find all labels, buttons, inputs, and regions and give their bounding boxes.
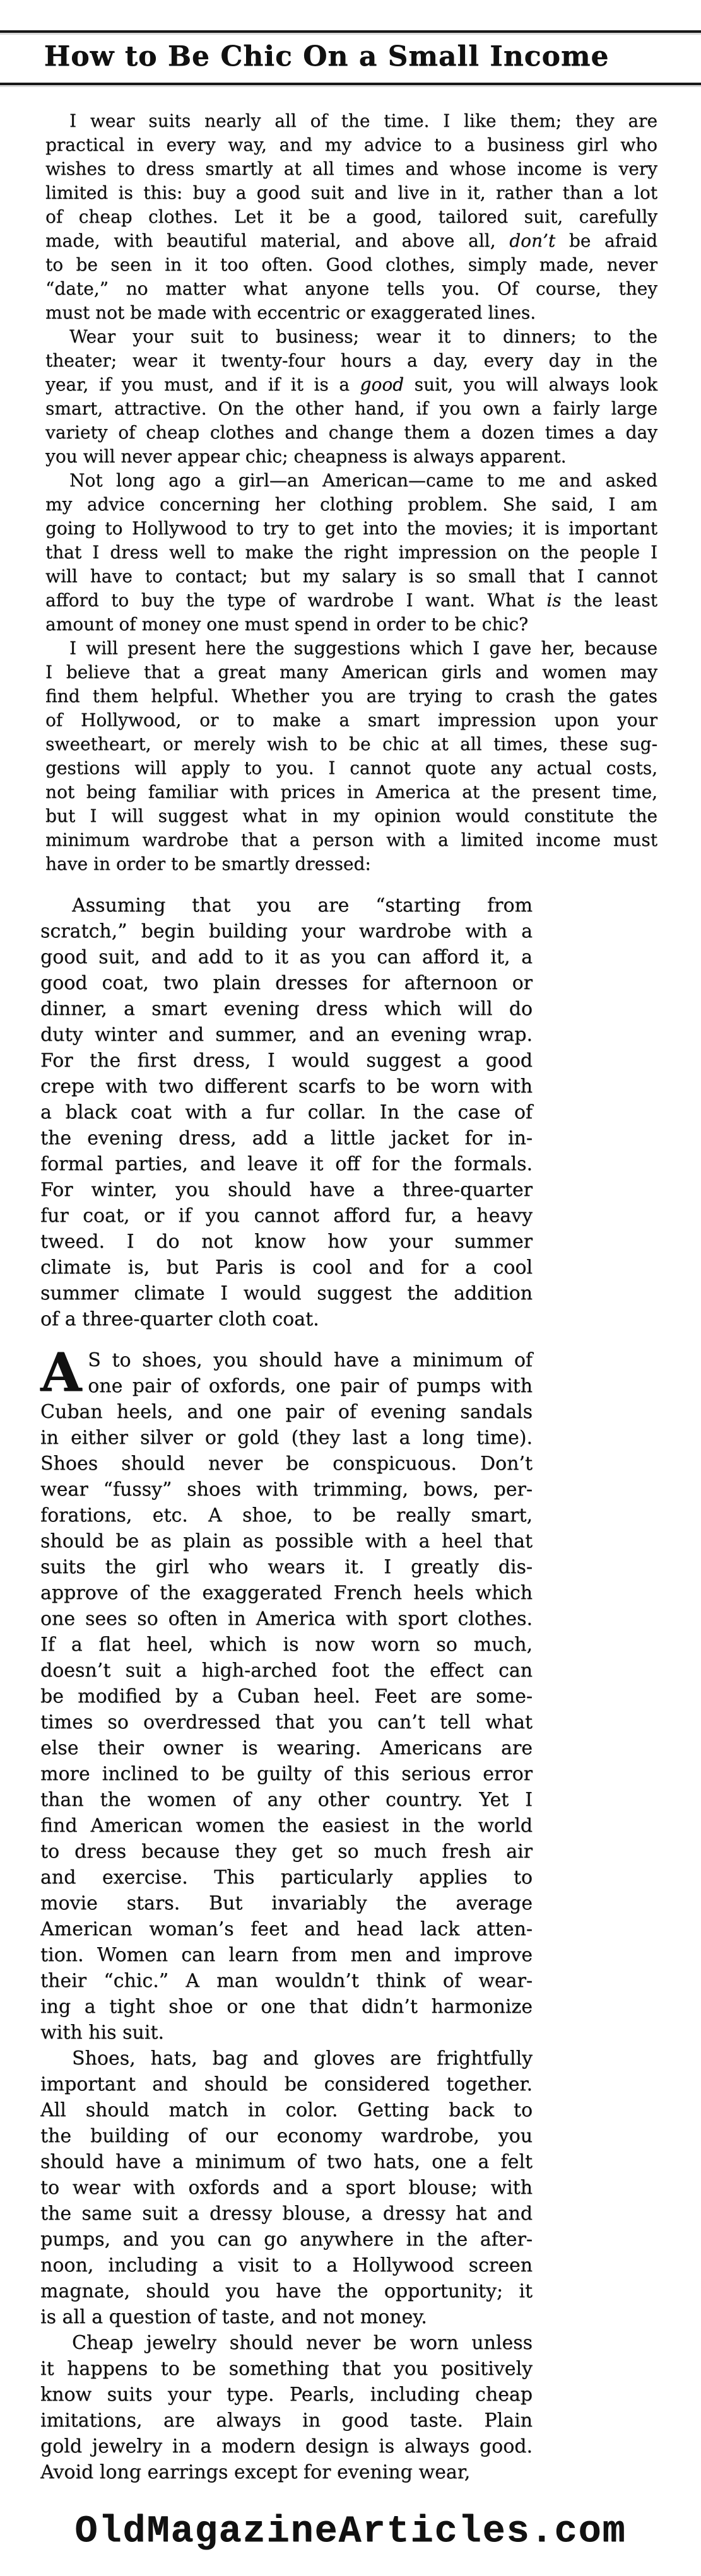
text-line: practical in every way, and my advice to a business girl who [45, 134, 657, 155]
text-line: and exercise. This particularly applies to [40, 1866, 533, 1888]
text-line: with his suit. [40, 2022, 164, 2044]
text-line: For the first dress, I would suggest a good [40, 1050, 533, 1072]
text-line: Cuban heels, and one pair of evening sandals [40, 1401, 533, 1423]
text-line: If a flat heel, which is now worn so much, [40, 1634, 533, 1656]
page-footer [0, 2510, 701, 2553]
text-line: I wear suits nearly all of the time. I like them; they are [69, 110, 657, 131]
text-line: All should match in color. Getting back to [40, 2099, 533, 2121]
text-line: gestions will apply to you. I cannot quote any actual costs, [45, 758, 657, 778]
text-line: amount of money one must spend in order to be chic? [45, 614, 529, 635]
text-line: of a three-quarter cloth coat. [40, 1308, 319, 1330]
text-line: afford to buy the type of wardrobe I want. What is the least [45, 590, 657, 611]
text-line: fur coat, or if you cannot afford fur, a heavy [40, 1205, 533, 1227]
text-line: doesn’t suit a high-arched foot the effect can [40, 1660, 533, 1682]
text-line: of Hollywood, or to make a smart impression upon your [45, 710, 657, 730]
text-line: American woman’s feet and head lack atten- [40, 1918, 533, 1940]
text-line: not being familiar with prices in America at the present time, [45, 782, 657, 802]
text-line: in either silver or gold (they last a long time). [40, 1427, 533, 1449]
text-line: suits the girl who wears it. I greatly dis- [40, 1556, 533, 1578]
article-body [0, 109, 701, 2485]
text-line: pumps, and you can go anywhere in the after- [40, 2228, 533, 2251]
text-line: find them helpful. Whether you are trying to crash the gates [45, 686, 657, 706]
text-line: that I dress well to make the right impression on the people I [45, 542, 657, 563]
text-line: the building of our economy wardrobe, you [40, 2125, 533, 2147]
text-line: have in order to be smartly dressed: [45, 853, 371, 874]
text-line: year, if you must, and if it is a good suit, you will always look [45, 374, 657, 395]
text-line: forations, etc. A shoe, to be really smart, [40, 1504, 533, 1526]
text-line: wishes to dress smartly at all times and whose income is very [45, 158, 657, 179]
text-line: Wear your suit to business; wear it to dinners; to the [69, 326, 657, 347]
text-line: will have to contact; but my salary is so small that I cannot [45, 566, 657, 587]
text-line: one pair of oxfords, one pair of pumps with [88, 1375, 533, 1397]
text-line: than the women of any other country. Yet I [40, 1789, 533, 1811]
text-line: For winter, you should have a three-quarter [40, 1179, 533, 1201]
text-line: else their owner is wearing. Americans are [40, 1737, 533, 1759]
text-line: scratch,” begin building your wardrobe with a [40, 920, 533, 942]
text-line: Shoes, hats, bag and gloves are frightfully [72, 2047, 533, 2070]
text-line: smart, attractive. On the other hand, if you own a fairly large [45, 398, 657, 419]
text-line: of cheap clothes. Let it be a good, tailored suit, carefully [45, 206, 657, 227]
text-line: but I will suggest what in my opinion would constitute the [45, 805, 657, 826]
text-line: find American women the easiest in the world [40, 1815, 533, 1837]
text-line: gold jewelry in a modern design is always good. [40, 2435, 533, 2457]
text-line: wear “fussy” shoes with trimming, bows, per- [40, 1478, 533, 1501]
text-line: formal parties, and leave it off for the formals. [40, 1153, 533, 1175]
paragraph [40, 1341, 533, 2046]
paragraph [40, 893, 533, 1332]
text-line: magnate, should you have the opportunity; it [40, 2280, 533, 2302]
masthead-bottom-rule [0, 83, 701, 85]
text-line: variety of cheap clothes and change them a dozen times a day [45, 422, 657, 443]
paragraph [40, 2330, 533, 2485]
text-line: it happens to be something that you positively [40, 2358, 533, 2380]
drop-cap: A [40, 1341, 82, 1403]
article-section-large [40, 893, 533, 2485]
paragraph [45, 636, 657, 876]
text-line: to be seen in it too often. Good clothes, simply made, never [45, 254, 657, 275]
text-line: Shoes should never be conspicuous. Don’t [40, 1453, 533, 1475]
text-line: more inclined to be guilty of this serious error [40, 1763, 533, 1785]
text-line: know suits your type. Pearls, including cheap [40, 2384, 533, 2406]
text-line: duty winter and summer, and an evening wrap. [40, 1024, 533, 1046]
text-line: is all a question of taste, and not money. [40, 2306, 427, 2328]
text-line: movie stars. But invariably the average [40, 1892, 533, 1914]
text-line: my advice concerning her clothing problem. She said, I am [45, 494, 657, 515]
masthead [0, 33, 701, 83]
text-line: tweed. I do not know how your summer [40, 1231, 533, 1253]
site-watermark: OldMagazineArticles.com [74, 2510, 627, 2553]
text-line: limited is this: buy a good suit and live in it, rather than a lot [45, 182, 657, 203]
text-line: Cheap jewelry should never be worn unless [72, 2332, 533, 2354]
paragraph [40, 2046, 533, 2330]
text-line: climate is, but Paris is cool and for a cool [40, 1256, 533, 1279]
text-line: S to shoes, you should have a minimum of [88, 1349, 533, 1371]
text-line: sweetheart, or merely wish to be chic at all times, these sug- [45, 734, 657, 754]
text-line: to wear with oxfords and a sport blouse; with [40, 2177, 533, 2199]
text-line: tion. Women can learn from men and improve [40, 1944, 533, 1966]
text-line: ing a tight shoe or one that didn’t harmonize [40, 1996, 533, 2018]
text-line: good coat, two plain dresses for afternoon or [40, 972, 533, 994]
paragraph [45, 109, 657, 325]
text-line: I will present here the suggestions which I gave her, because [69, 638, 657, 659]
text-line: the same suit a dressy blouse, a dressy hat and [40, 2203, 533, 2225]
text-line: should be as plain as possible with a heel that [40, 1530, 533, 1552]
text-line: made, with beautiful material, and above all, don’t be afraid [45, 230, 657, 251]
text-line: a black coat with a fur collar. In the case of [40, 1101, 533, 1123]
text-line: their “chic.” A man wouldn’t think of wear- [40, 1970, 533, 1992]
text-line: times so overdressed that you can’t tell what [40, 1711, 533, 1733]
text-line: I believe that a great many American girls and women may [45, 662, 657, 682]
text-line: summer climate I would suggest the addition [40, 1282, 533, 1304]
text-line: theater; wear it twenty-four hours a day, every day in the [45, 350, 657, 371]
text-line: good suit, and add to it as you can afford it, a [40, 946, 533, 968]
text-line: you will never appear chic; cheapness is always apparent. [45, 446, 567, 467]
text-line: dinner, a smart evening dress which will do [40, 998, 533, 1020]
text-line: “date,” no matter what anyone tells you. Of course, they [45, 278, 657, 299]
text-line: the evening dress, add a little jacket for in- [40, 1127, 533, 1149]
text-line: approve of the exaggerated French heels which [40, 1582, 533, 1604]
text-line: imitations, are always in good taste. Plain [40, 2409, 533, 2432]
paragraph [45, 469, 657, 636]
text-line: going to Hollywood to try to get into the movies; it is important [45, 518, 657, 539]
article-section-small [45, 109, 657, 876]
text-line: Assuming that you are “starting from [72, 894, 533, 916]
text-line: to dress because they get so much fresh air [40, 1841, 533, 1863]
text-line: must not be made with eccentric or exaggerated lines. [45, 302, 536, 323]
text-line: Not long ago a girl—an American—came to me and asked [69, 470, 657, 491]
text-line: crepe with two different scarfs to be worn with [40, 1075, 533, 1098]
text-line: Avoid long earrings except for evening wear, [40, 2461, 471, 2483]
paragraph [45, 325, 657, 469]
text-line: be modified by a Cuban heel. Feet are some- [40, 1685, 533, 1707]
text-line: minimum wardrobe that a person with a limited income must [45, 829, 657, 850]
article-title: How to Be Chic On a Small Income [44, 40, 610, 73]
text-line: important and should be considered together. [40, 2073, 533, 2095]
text-line: one sees so often in America with sport clothes. [40, 1608, 533, 1630]
text-line: noon, including a visit to a Hollywood screen [40, 2254, 533, 2276]
text-line: should have a minimum of two hats, one a felt [40, 2151, 533, 2173]
